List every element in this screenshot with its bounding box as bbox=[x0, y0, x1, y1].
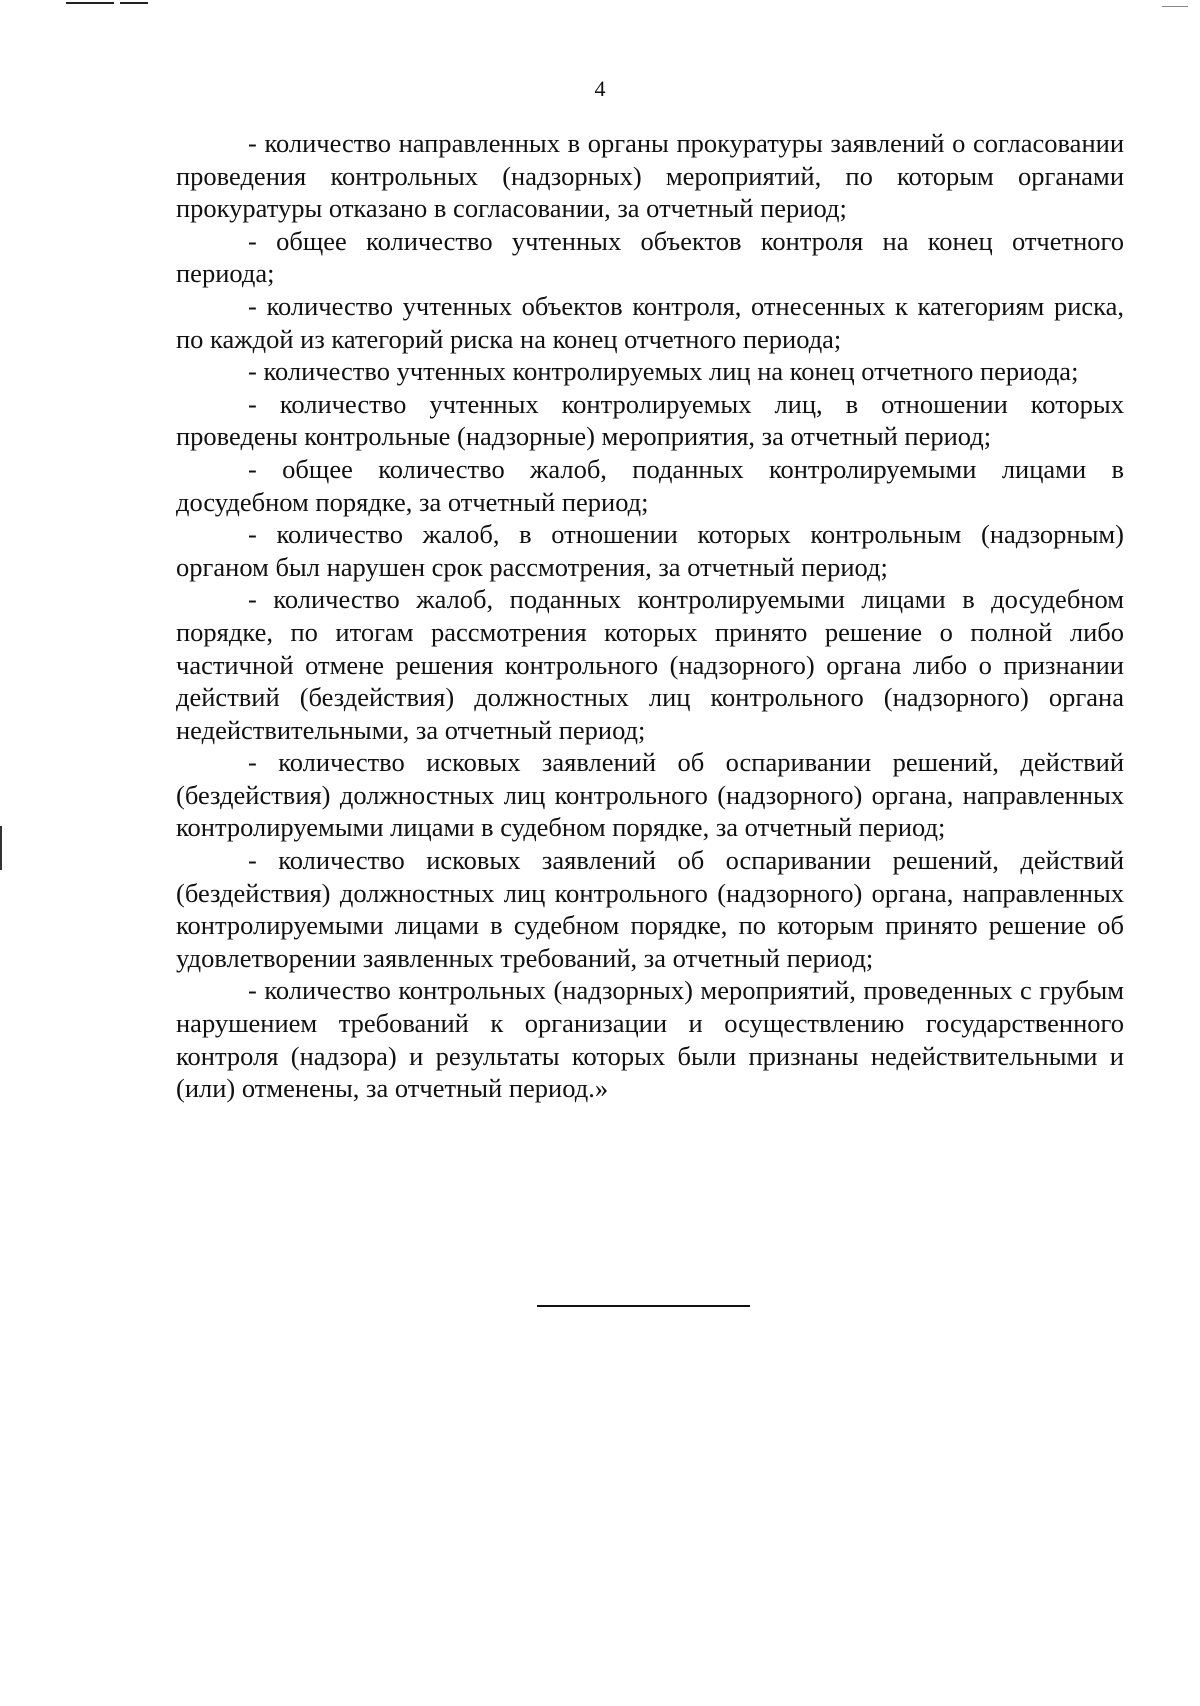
scan-artifact-line bbox=[0, 826, 2, 870]
end-of-document-rule bbox=[537, 1305, 750, 1307]
paragraph: - количество учтенных контролируемых лиц на конец отчетного периода; bbox=[248, 356, 1079, 387]
document-body bbox=[176, 127, 1124, 1105]
page-number: 4 bbox=[594, 76, 606, 101]
paragraph: - количество учтенных контролируемых лиц, в отношении которых проведены контрольные (надзорные) мероприятия, за отчетный период; bbox=[176, 388, 1124, 452]
scan-artifact-line bbox=[120, 2, 148, 4]
paragraph: - количество учтенных объектов контроля, отнесенных к категориям риска, по каждой из категорий риска на конец отчетного периода; bbox=[176, 290, 1124, 354]
paragraph: - общее количество учтенных объектов контроля на конец отчетного периода; bbox=[176, 225, 1124, 289]
scan-artifact-line bbox=[66, 2, 114, 4]
paragraph: - количество жалоб, поданных контролируемыми лицами в досудебном порядке, по итогам рассмотрения которых принято решение о полной либо частичной отмене решения контрольного (надзорного) органа либо о признании действий (бездействия) должностных лиц контрольного (надзорного) органа недействительными, за отчетный период; bbox=[176, 584, 1124, 745]
paragraph: - количество исковых заявлений об оспаривании решений, действий (бездействия) должностных лиц контрольного (надзорного) органа, направленных контролируемыми лицами в судебном порядке, за отчетный период; bbox=[176, 747, 1124, 843]
paragraph: - количество жалоб, в отношении которых контрольным (надзорным) органом был нарушен срок рассмотрения, за отчетный период; bbox=[176, 519, 1124, 582]
paragraph: - количество контрольных (надзорных) мероприятий, проведенных с грубым нарушением требований к организации и осуществлению государственного контроля (надзора) и результаты которых были признаны недействительными и (или) отменены, за отчетный период.» bbox=[176, 975, 1124, 1104]
paragraph: - количество направленных в органы прокуратуры заявлений о согласовании проведения контрольных (надзорных) мероприятий, по которым органами прокуратуры отказано в согласовании, за отчетный период; bbox=[176, 128, 1124, 224]
scan-artifact-line bbox=[1162, 6, 1188, 7]
paragraph: - количество исковых заявлений об оспаривании решений, действий (бездействия) должностных лиц контрольного (надзорного) органа, направленных контролируемыми лицами в судебном порядке, по которым принято решение об удовлетворении заявленных требований, за отчетный период; bbox=[176, 845, 1124, 973]
paragraph: - общее количество жалоб, поданных контролируемыми лицами в досудебном порядке, за отчетный период; bbox=[176, 453, 1124, 517]
